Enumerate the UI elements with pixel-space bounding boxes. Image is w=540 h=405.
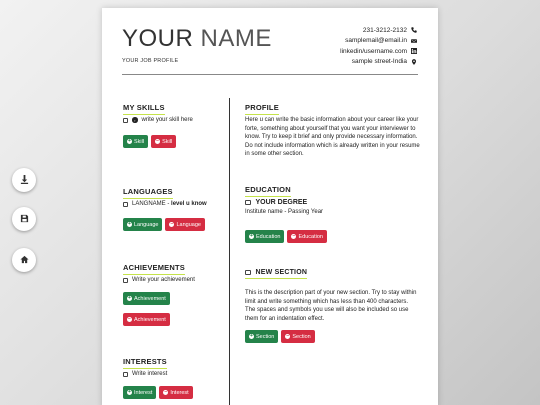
minus-icon: − — [292, 233, 296, 239]
remove-language-label: Language — [176, 221, 201, 228]
address-text[interactable]: sample street-India — [351, 58, 407, 66]
remove-interest-button[interactable] — [159, 386, 192, 399]
minus-icon: − — [156, 138, 160, 144]
interest-checkbox[interactable] — [123, 372, 128, 377]
job-title[interactable]: YOUR JOB PROFILE — [122, 58, 179, 64]
language-item — [123, 201, 207, 207]
add-skill-label: Skill — [134, 138, 145, 145]
add-language-label: Language — [134, 221, 159, 228]
remove-education-button[interactable] — [287, 230, 326, 243]
last-name[interactable]: NAME — [200, 25, 272, 52]
new-section-checkbox[interactable] — [245, 270, 251, 276]
language-text[interactable] — [132, 201, 207, 207]
skill-checkbox[interactable] — [123, 118, 128, 123]
interest-item — [123, 371, 167, 377]
add-skill-button[interactable] — [123, 135, 148, 148]
degree-title[interactable]: YOUR DEGREE — [255, 199, 308, 206]
new-section-title: NEW SECTION — [255, 269, 308, 276]
minus-icon: − — [170, 221, 174, 227]
contact-block — [340, 25, 417, 67]
remove-skill-button[interactable] — [151, 135, 176, 148]
language-checkbox[interactable] — [123, 202, 128, 207]
remove-section-label: Section — [292, 333, 311, 340]
add-interest-label: Interest — [134, 389, 153, 396]
profile-heading[interactable]: PROFILE — [245, 103, 279, 115]
institute-text[interactable]: Institute name - Passing Year — [245, 209, 324, 215]
remove-education-label: Education — [298, 233, 323, 240]
interest-text[interactable]: Write interest — [132, 371, 168, 377]
remove-achievement-label: Achievement — [134, 316, 166, 323]
download-icon — [20, 175, 29, 186]
plus-icon: + — [128, 138, 131, 144]
resume-page — [102, 8, 438, 405]
plus-icon: + — [250, 233, 253, 239]
add-achievement-button[interactable] — [123, 292, 170, 305]
language-separator: - — [165, 201, 172, 207]
email-icon — [411, 38, 417, 44]
header-divider — [122, 74, 418, 75]
first-name[interactable]: YOUR — [122, 25, 194, 52]
skill-item — [123, 117, 193, 123]
remove-skill-label: Skill — [162, 138, 173, 145]
language-level: level u know — [171, 201, 207, 207]
column-divider — [229, 98, 230, 405]
download-button[interactable] — [12, 168, 36, 192]
add-education-label: Education — [256, 233, 281, 240]
minus-icon: − — [128, 316, 131, 322]
remove-section-button[interactable] — [281, 330, 314, 343]
add-section-button[interactable] — [245, 330, 278, 343]
location-pin-icon — [411, 59, 417, 65]
linkedin-icon — [411, 48, 417, 54]
linkedin-text[interactable]: linkedin/username.com — [340, 47, 407, 55]
remove-achievement-button[interactable] — [123, 313, 170, 326]
education-heading[interactable]: EDUCATION — [245, 185, 291, 197]
remove-language-button[interactable] — [165, 218, 204, 231]
achievement-text[interactable]: Write your achievement — [132, 277, 195, 283]
phone-icon — [411, 27, 417, 33]
save-icon — [20, 214, 29, 225]
home-button[interactable] — [12, 248, 36, 272]
add-education-button[interactable] — [245, 230, 284, 243]
add-section-label: Section — [256, 333, 275, 340]
languages-heading[interactable]: LANGUAGES — [123, 187, 173, 199]
minus-icon: − — [286, 333, 290, 339]
interests-heading[interactable]: INTERESTS — [123, 357, 167, 369]
skill-text[interactable]: write your skill here — [141, 117, 193, 123]
bullet-arrow-icon: › — [132, 117, 138, 123]
phone-text[interactable]: 231-3212-2132 — [362, 26, 407, 34]
profile-text[interactable]: Here u can write the basic information about your career like your forte, something about yourself that you want your interviewer to know. Try to keep it brief and only provide necessary information. Do not include information which is already written in your resume in some other section. — [245, 117, 420, 158]
degree-item — [245, 199, 307, 206]
plus-icon: + — [128, 389, 131, 395]
add-interest-button[interactable] — [123, 386, 156, 399]
plus-icon: + — [250, 333, 253, 339]
skills-heading[interactable]: MY SKILLS — [123, 103, 165, 115]
email-text[interactable]: samplemail@email.in — [345, 37, 407, 45]
language-name: LANGNAME — [132, 201, 166, 207]
plus-icon: + — [128, 295, 131, 301]
achievement-checkbox[interactable] — [123, 278, 128, 283]
plus-icon: + — [128, 221, 131, 227]
remove-interest-label: Interest — [170, 389, 189, 396]
achievement-item — [123, 277, 195, 283]
save-button[interactable] — [12, 207, 36, 231]
minus-icon: − — [164, 389, 168, 395]
add-achievement-label: Achievement — [134, 295, 166, 302]
home-icon — [20, 255, 29, 266]
new-section-heading[interactable] — [245, 269, 307, 279]
add-language-button[interactable] — [123, 218, 162, 231]
degree-checkbox[interactable] — [245, 200, 251, 206]
achievements-heading[interactable]: ACHIEVEMENTS — [123, 263, 185, 275]
resume-name[interactable] — [122, 25, 272, 53]
new-section-text[interactable]: This is the description part of your new section. Try to stay within limit and write something which has less than 400 characters. The spaces and symbols you use will also be included so use them for an indentation effect. — [245, 290, 417, 322]
